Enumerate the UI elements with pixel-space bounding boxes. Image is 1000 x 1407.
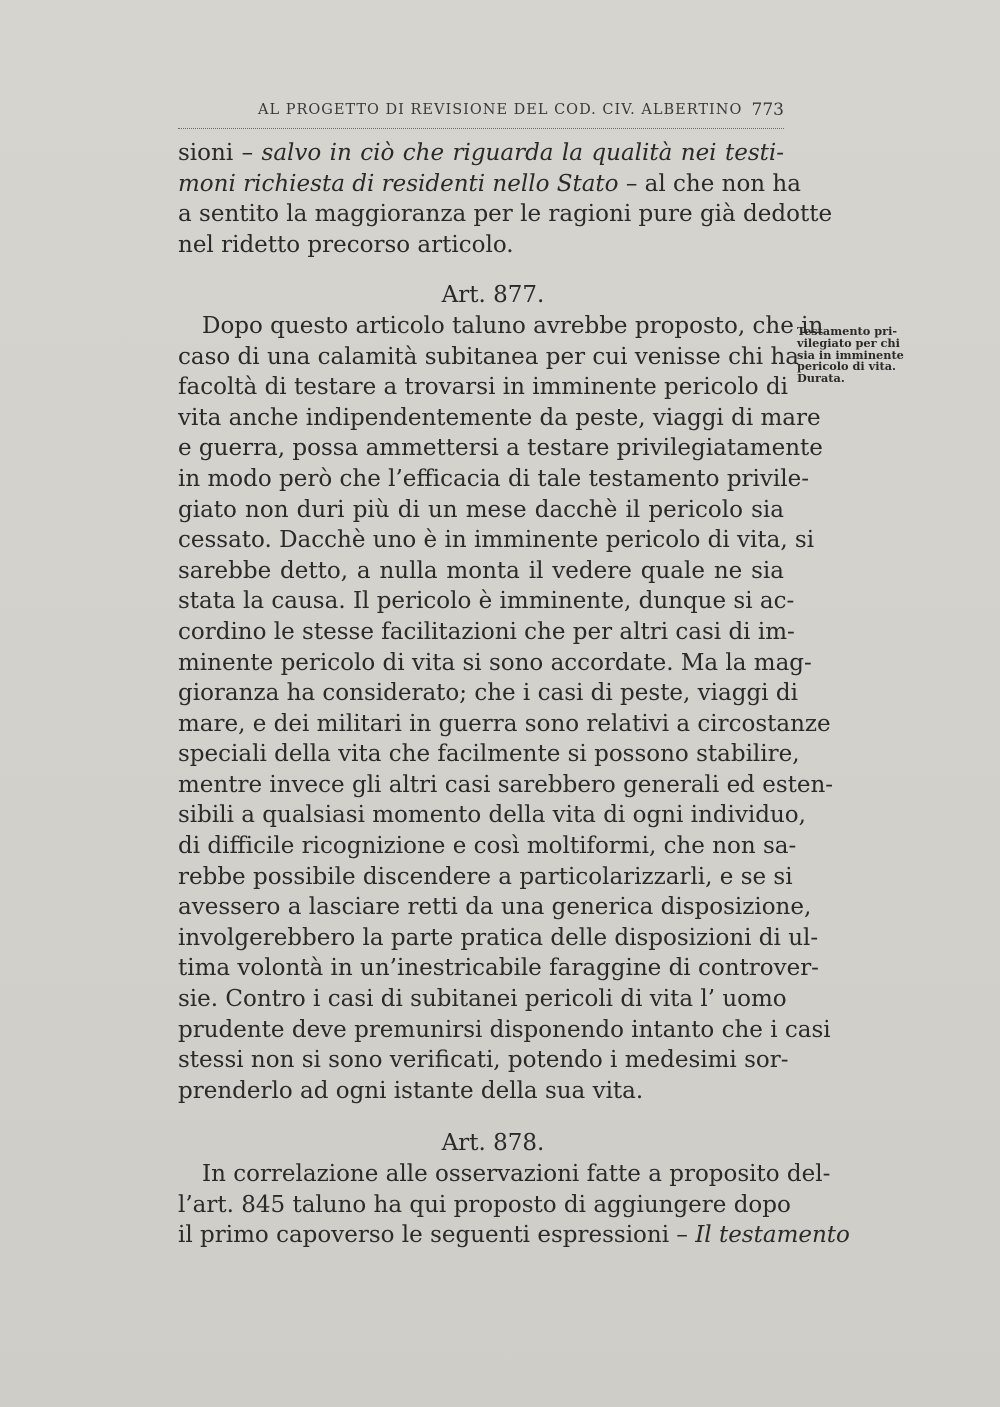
text-line: giato non duri più di un mese dacchè il pericolo sia xyxy=(178,496,784,523)
text-line: e guerra, possa ammettersi a testare privilegiatamente xyxy=(178,435,823,462)
running-header xyxy=(178,98,784,129)
text-line: vita anche indipendentemente da peste, viaggi di mare xyxy=(178,404,821,431)
text-line: cordino le stesse facilitazioni che per altri casi di im- xyxy=(178,618,795,645)
text-line: di difficile ricognizione e così moltiformi, che non sa- xyxy=(178,833,797,860)
text-line: stata la causa. Il pericolo è imminente, dunque si ac- xyxy=(178,588,795,615)
margin-note-line: pericolo di vita. xyxy=(797,359,896,374)
text-line: mentre invece gli altri casi sarebbero generali ed esten- xyxy=(178,771,834,798)
text-line: nel ridetto precorso articolo. xyxy=(178,231,514,258)
text-line: facoltà di testare a trovarsi in imminente pericolo di xyxy=(178,374,788,401)
text-line: stessi non si sono verificati, potendo i medesimi sor- xyxy=(178,1047,789,1074)
text-line: avessero a lasciare retti da una generica disposizione, xyxy=(178,894,812,921)
margin-note xyxy=(797,326,905,385)
margin-note-line: vilegiato per chi xyxy=(797,335,900,350)
italic-quote: moni richiesta di residenti nello Stato xyxy=(178,170,619,197)
text-line: sibili a qualsiasi momento della vita di ogni individuo, xyxy=(178,802,806,829)
text-line: Dopo questo articolo taluno avrebbe proposto, che in xyxy=(202,312,824,339)
text-line: speciali della vita che facilmente si possono stabilire, xyxy=(178,741,800,768)
text-line: prudente deve premunirsi disponendo intanto che i casi xyxy=(178,1016,831,1043)
text-line: involgerebbero la parte pratica delle disposizioni di ul- xyxy=(178,924,819,951)
text-line: prenderlo ad ogni istante della sua vita. xyxy=(178,1077,644,1104)
italic-quote: salvo in ciò che riguarda la qualità nei testi- xyxy=(261,140,784,166)
running-title: AL PROGETTO DI REVISIONE DEL COD. CIV. ALBERTINO xyxy=(258,102,743,118)
text-line: sarebbe detto, a nulla monta il vedere quale ne sia xyxy=(178,557,784,584)
text-line: minente pericolo di vita si sono accordate. Ma la mag- xyxy=(178,649,812,676)
text-line: In correlazione alle osservazioni fatte a proposito del- xyxy=(202,1161,831,1187)
text-line: mare, e dei militari in guerra sono relativi a circostanze xyxy=(178,710,831,737)
margin-note-line: sia in imminente xyxy=(797,347,904,362)
text-line: moni richiesta di residenti nello Stato – al che non ha xyxy=(178,170,801,197)
text-line: cessato. Dacchè uno è in imminente pericolo di vita, si xyxy=(178,527,815,554)
margin-note-line: Testamento pri- xyxy=(797,324,898,338)
article-heading-878: Art. 878. xyxy=(441,1130,545,1157)
text-line: il primo capoverso le seguenti espressioni – Il testamento xyxy=(178,1222,850,1249)
text-line: sie. Contro i casi di subitanei pericoli di vita l’ uomo xyxy=(178,986,787,1013)
text-line: a sentito la maggioranza per le ragioni pure già dedotte xyxy=(178,201,833,228)
text-line: caso di una calamità subitanea per cui venisse chi ha xyxy=(178,343,799,370)
margin-note-line: Durata. xyxy=(797,371,845,386)
page-number: 773 xyxy=(751,100,784,120)
text-line: l’art. 845 taluno ha qui proposto di aggiungere dopo xyxy=(178,1191,791,1218)
italic-quote: Il testamento xyxy=(695,1222,850,1249)
text-line: sioni – salvo in ciò che riguarda la qualità nei testi- xyxy=(178,140,784,166)
text-line: rebbe possibile discendere a particolarizzarli, e se si xyxy=(178,863,793,890)
article-heading-877: Art. 877. xyxy=(441,282,545,309)
text-line: tima volontà in un’inestricabile faraggine di controver- xyxy=(178,955,819,982)
text-line: gioranza ha considerato; che i casi di peste, viaggi di xyxy=(178,680,798,707)
text-line: in modo però che l’efficacia di tale testamento privile- xyxy=(178,465,809,492)
